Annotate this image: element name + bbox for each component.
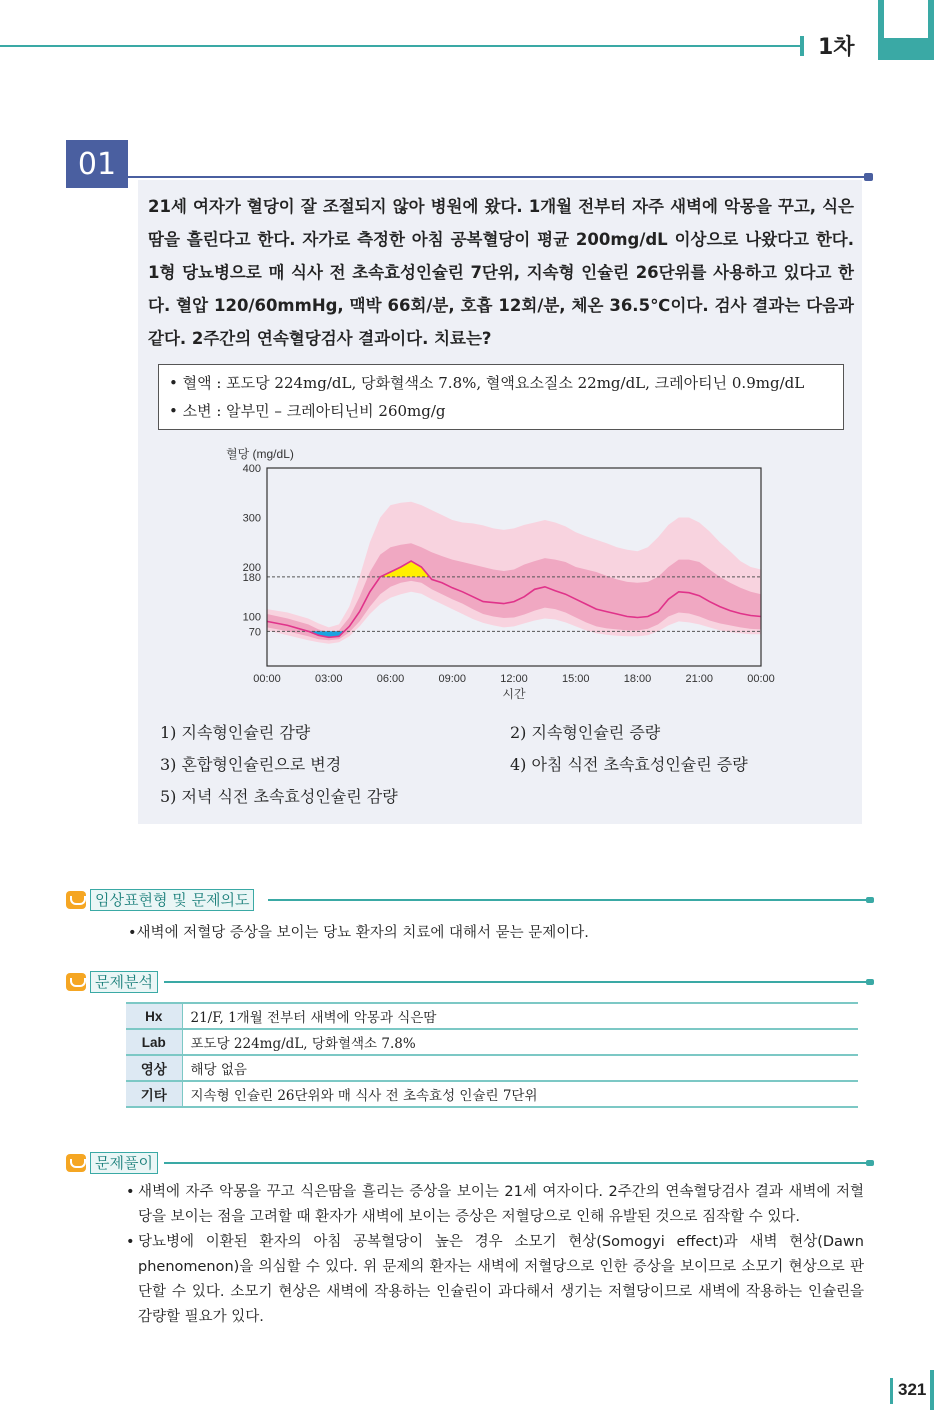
x-tick-label: 12:00 [500,673,528,685]
question-number: 01 [66,140,128,188]
analysis-value: 포도당 224mg/dL, 당화혈색소 7.8% [182,1029,858,1055]
question-stem: 21세 여자가 혈당이 잘 조절되지 않아 병원에 왔다. 1개월 전부터 자주 새벽에 악몽을 꾸고, 식은땀을 흘린다고 한다. 자가로 측정한 아침 공복혈당이 평균 200mg/dL 이상으로 나왔다고 한다. 1형 당뇨병으로 매 식사 전 초속효성인슐린 7단위, 지속형 인슐린 26단위를 사용하고 있다고 한다. 혈압 120/60mmHg, 맥박 66회/분, 호흡 12회/분, 체온 36.5℃이다. 검사 결과는 다음과 같다. 2주간의 연속혈당검사 결과이다. 치료는? [148,197,854,348]
section-rule-analysis [164,981,868,983]
x-tick-label: 00:00 [253,673,281,685]
cgm-chart-svg [222,444,782,704]
intent-text: •새벽에 저혈당 증상을 보이는 당뇨 환자의 치료에 대해서 묻는 문제이다. [128,925,589,941]
solution-paragraph-1: • 새벽에 자주 악몽을 꾸고 식은땀을 흘리는 증상을 보이는 21세 여자이다. 2주간의 연속혈당검사 결과 새벽에 저혈당을 보이는 점을 고려할 때 환자가 새벽에 보이는 증상은 저혈당으로 인해 유발된 것으로 짐작할 수 있다. [124,1180,864,1230]
header-tick [800,36,804,56]
corner-tab-inner [882,0,930,40]
table-row [126,1081,858,1107]
x-tick-label: 00:00 [747,673,775,685]
section-rule-intent [268,899,868,901]
y-tick-label: 100 [242,611,261,624]
x-tick-label: 06:00 [376,673,405,685]
section-rule-end-analysis [866,979,874,985]
section-icon-intent [66,891,86,909]
corner-tab [878,0,934,60]
solution-body [124,1180,864,1330]
lab-blood: • 혈액 : 포도당 224mg/dL, 당화혈색소 7.8%, 혈액요소질소 22mg/dL, 크레아티닌 0.9mg/dL [169,374,805,392]
y-tick-label: 300 [242,512,261,525]
section-label-analysis: 문제분석 [90,971,158,993]
analysis-value: 해당 없음 [182,1055,858,1081]
y-tick-label: 200 [242,562,261,574]
option-1[interactable]: 1) 지속형인슐린 감량 [160,723,311,742]
analysis-value: 21/F, 1개월 전부터 새벽에 악몽과 식은땀 [182,1003,858,1029]
solution-paragraph-2: • 당뇨병에 이환된 환자의 아침 공복혈당이 높은 경우 소모기 현상(Somogyi effect)과 새벽 현상(Dawn phenomenon)을 의심할 수 있다. 위 문제의 환자는 새벽에 저혈당으로 인한 증상을 보이므로 소모기 현상으로 판단할 수 있다. 소모기 현상은 새벽에 작용하는 인슐린이 과다해서 생기는 저혈당이므로 새벽에 작용하는 인슐린을 감량할 필요가 있다. [124,1230,864,1330]
section-label-intent: 임상표현형 및 문제의도 [90,889,254,911]
option-4[interactable]: 4) 아침 식전 초속효성인슐린 증량 [510,755,748,774]
analysis-key: 기타 [126,1081,182,1107]
x-tick-label: 03:00 [314,673,343,685]
question-rule-end [864,173,873,181]
table-row [126,1029,858,1055]
y-tick-label: 180 [242,571,261,584]
section-icon-solution [66,1154,86,1172]
table-row [126,1055,858,1081]
x-tick-label: 15:00 [561,673,590,685]
option-2[interactable]: 2) 지속형인슐린 증량 [510,723,661,742]
analysis-key: Hx [126,1003,182,1029]
y-tick-label: 70 [248,626,261,639]
section-rule-end-intent [866,897,874,903]
table-row [126,1003,858,1029]
y-tick-label: 400 [242,463,261,475]
chapter-label: 1차 [818,35,855,60]
x-tick-label: 21:00 [685,673,714,685]
option-3[interactable]: 3) 혼합형인슐린으로 변경 [160,755,342,774]
page-number-bar [890,1378,893,1404]
question-rule [128,176,868,178]
analysis-value: 지속형 인슐린 26단위와 매 식사 전 초속효성 인슐린 7단위 [182,1081,858,1107]
section-rule-solution [164,1162,868,1164]
option-5[interactable]: 5) 저녁 식전 초속효성인슐린 감량 [160,787,398,806]
page-number: 321 [898,1380,927,1399]
analysis-key: Lab [126,1029,182,1055]
header-rule [0,45,800,47]
analysis-table [126,1002,858,1108]
cgm-chart [222,444,782,708]
y-axis-label: 혈당 (mg/dL) [226,447,294,461]
x-tick-label: 09:00 [438,673,467,685]
section-label-solution: 문제풀이 [90,1152,158,1174]
lab-urine: • 소변 : 알부민 – 크레아티닌비 260mg/g [169,402,446,420]
x-tick-label: 18:00 [623,673,652,685]
x-axis-label: 시간 [502,687,526,701]
analysis-key: 영상 [126,1055,182,1081]
section-icon-analysis [66,973,86,991]
lab-results-box [158,364,844,430]
section-rule-end-solution [866,1160,874,1166]
page-edge-tab [930,1370,934,1410]
